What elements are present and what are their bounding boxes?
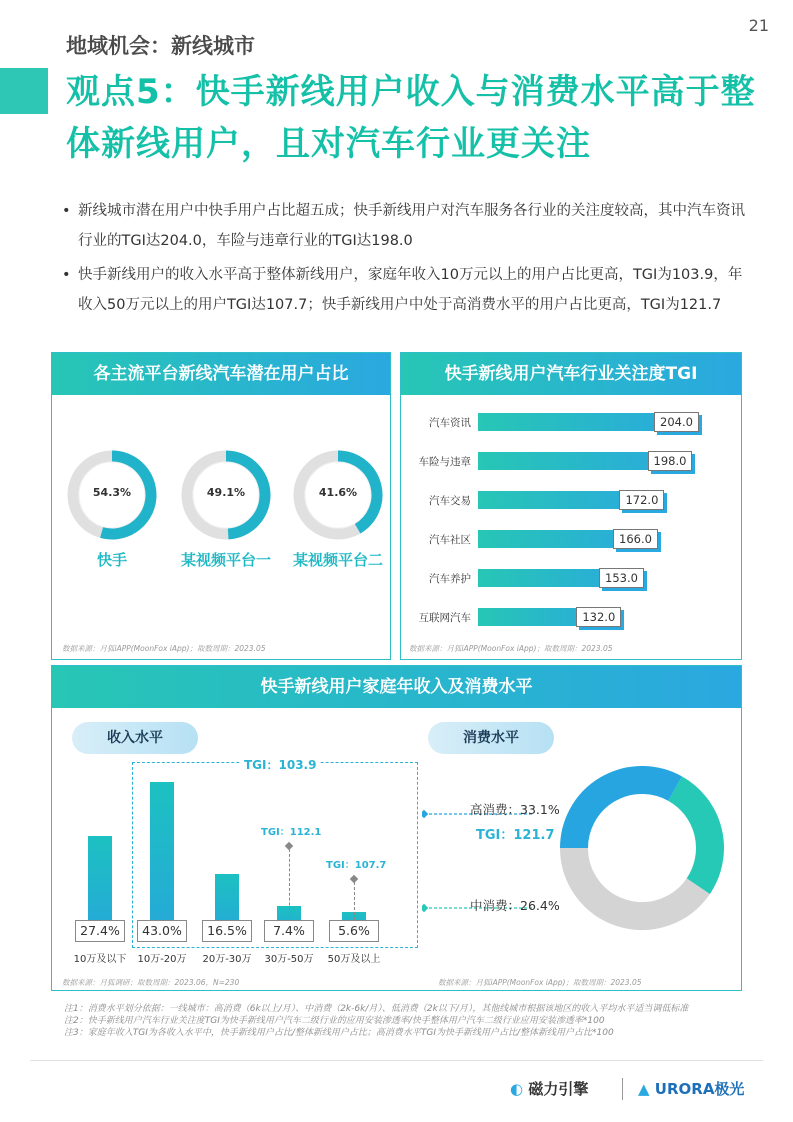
tgi-dashed-line — [354, 882, 355, 920]
tgi-category-label: 汽车社区 — [429, 534, 471, 546]
donut-platform-name: 快手 — [96, 551, 127, 569]
source-note: 数据来源：月狐iAPP(MoonFox iApp)；取数周期：2023.05 — [62, 644, 266, 653]
c-logo-icon: ◐ — [510, 1080, 524, 1098]
tgi-category-label: 车险与违章 — [418, 456, 471, 468]
income-category-label: 20万-30万 — [202, 954, 252, 965]
leader-diamond — [422, 810, 428, 818]
income-tgi-label: TGI：112.1 — [261, 827, 322, 838]
cili-logo — [510, 1078, 588, 1099]
tgi-panel — [400, 352, 742, 660]
tgi-value-label: 198.0 — [648, 451, 693, 471]
aurora-logo — [638, 1078, 744, 1099]
page-number: 21 — [748, 16, 769, 35]
donut-value: 54.3% — [92, 486, 132, 499]
high-consumption-label: 高消费：33.1% — [470, 802, 560, 817]
leader-diamond — [422, 904, 428, 912]
source-note: 数据来源：月狐调研；取数周期：2023.06，N=230 — [62, 978, 240, 987]
high-consumption-tgi: TGI：121.7 — [476, 828, 555, 843]
tgi-value-label: 132.0 — [576, 607, 621, 627]
page-title: 观点5：快手新线用户收入与消费水平高于整体新线用户，且对汽车行业更关注 — [66, 72, 756, 164]
income-value-label: 7.4% — [264, 920, 314, 942]
tgi-value-label: 172.0 — [619, 490, 664, 510]
mid-consumption-label: 中消费：26.4% — [470, 898, 560, 913]
consumption-slice — [574, 780, 675, 848]
income-value-label: 5.6% — [329, 920, 379, 942]
panel-title: 快手新线用户家庭年收入及消费水平 — [52, 666, 741, 708]
footnote: 注2：快手新线用户汽车行业关注度TGI为快手新线用户汽车二级行业的应用安装渗透率/快手整体用户汽车二级行业应用安装渗透率*100 — [64, 1016, 605, 1026]
footer-divider — [30, 1060, 763, 1061]
panel-title: 各主流平台新线汽车潜在用户占比 — [52, 353, 390, 395]
donut-platform-name: 某视频平台二 — [292, 551, 383, 569]
tgi-category-label: 汽车交易 — [429, 495, 471, 507]
income-value-label: 27.4% — [75, 920, 125, 942]
consumption-slice — [574, 848, 698, 916]
income-tgi-label: TGI：107.7 — [326, 860, 387, 871]
source-note: 数据来源：月狐iAPP(MoonFox iApp)；取数周期：2023.05 — [438, 978, 642, 987]
tgi-category-label: 汽车养护 — [429, 573, 471, 585]
bullet-item: • 新线城市潜在用户中快手用户占比超五成；快手新线用户对汽车服务各行业的关注度较高，其中汽车资讯行业的TGI达204.0，车险与违章行业的TGI达198.0 — [62, 196, 752, 256]
platform-donut — [292, 449, 384, 541]
tgi-value-label: 166.0 — [613, 529, 658, 549]
tgi-category-label: 汽车资讯 — [429, 417, 471, 429]
logo-text: URORA极光 — [654, 1080, 745, 1098]
consumption-slice — [675, 789, 710, 887]
donut-value: 41.6% — [318, 486, 358, 499]
tgi-main-label: TGI：103.9 — [240, 756, 320, 773]
tgi-dashed-line — [289, 849, 290, 920]
income-consumption-panel — [51, 665, 742, 991]
income-category-label: 30万-50万 — [264, 954, 314, 965]
income-value-label: 16.5% — [202, 920, 252, 942]
platform-donut — [180, 449, 272, 541]
source-note: 数据来源：月狐iAPP(MoonFox iApp)；取数周期：2023.05 — [409, 644, 613, 653]
tgi-category-label: 互联网汽车 — [418, 612, 471, 624]
platform-donut — [66, 449, 158, 541]
donut-platform-name: 某视频平台一 — [180, 551, 271, 569]
logo-divider — [622, 1078, 623, 1100]
donut-value: 49.1% — [206, 486, 246, 499]
platform-share-panel — [51, 352, 391, 660]
tgi-value-label: 153.0 — [599, 568, 644, 588]
income-category-label: 10万及以下 — [73, 954, 127, 965]
title-accent-bar — [0, 68, 48, 114]
income-bar — [150, 782, 174, 932]
income-category-label: 10万-20万 — [137, 954, 187, 965]
income-bar — [88, 836, 112, 932]
footnotes — [64, 1003, 736, 1039]
income-category-label: 50万及以上 — [327, 954, 381, 965]
a-logo-icon: ▲ — [638, 1080, 650, 1098]
consumption-pill: 消费水平 — [428, 722, 554, 754]
logo-text: 磁力引擎 — [528, 1080, 589, 1098]
panel-title: 快手新线用户汽车行业关注度TGI — [401, 353, 741, 395]
footnote: 注1：消费水平划分依据：一线城市：高消费（6k以上/月）、中消费（2k-6k/月）、低消费（2k以下/月），其他线城市根据该地区的收入平均水平适当调低标准 — [64, 1004, 689, 1014]
bullet-item: • 快手新线用户的收入水平高于整体新线用户，家庭年收入10万元以上的用户占比更高，TGI为103.9，年收入50万元以上的用户TGI达107.7；快手新线用户中处于高消费水平的用户占比更高，TGI为121.7 — [62, 260, 752, 320]
section-label: 地域机会：新线城市 — [66, 34, 255, 58]
tgi-value-label: 204.0 — [654, 412, 699, 432]
income-value-label: 43.0% — [137, 920, 187, 942]
footnote: 注3：家庭年收入TGI为各收入水平中，快手新线用户占比/整体新线用户占比；高消费水平TGI为快手新线用户占比/整体新线用户占比*100 — [64, 1028, 614, 1038]
bullet-list — [62, 196, 752, 324]
income-pill: 收入水平 — [72, 722, 198, 754]
